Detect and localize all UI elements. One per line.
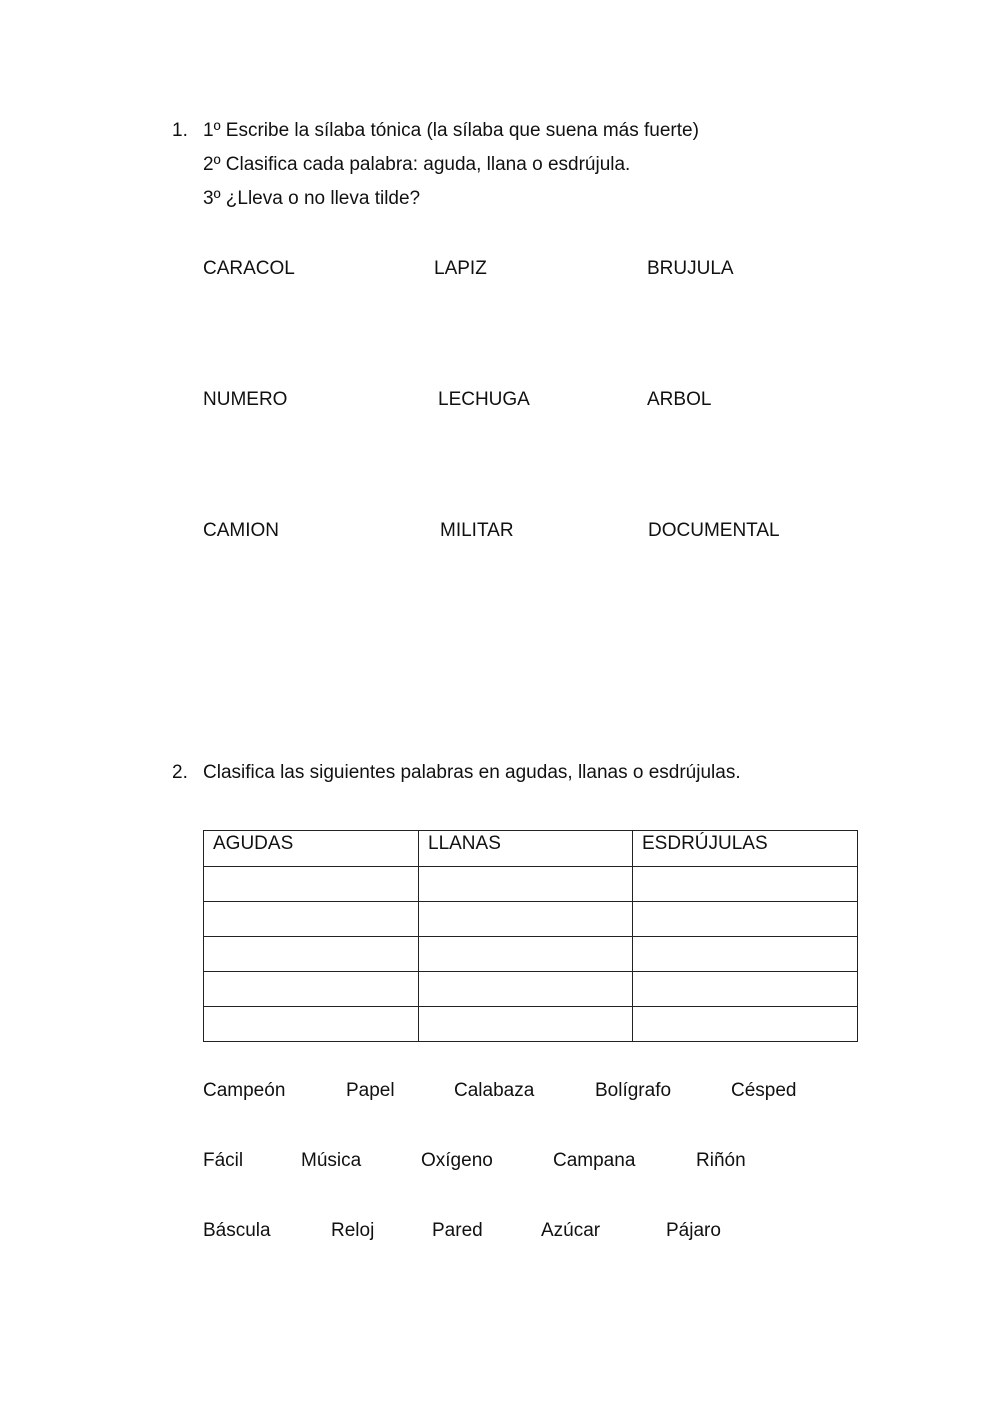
word-calabaza[interactable]: Calabaza: [454, 1080, 535, 1101]
answer-cell[interactable]: [419, 972, 633, 1007]
exercise-2-instruction: Clasifica las siguientes palabras en agudas, llanas o esdrújulas.: [203, 762, 741, 783]
answer-cell[interactable]: [633, 937, 858, 972]
answer-cell[interactable]: [419, 867, 633, 902]
word-lapiz: LAPIZ: [434, 258, 487, 279]
word-pared[interactable]: Pared: [432, 1220, 483, 1241]
header-llanas: LLANAS: [419, 831, 633, 867]
header-agudas: AGUDAS: [204, 831, 419, 867]
word-facil[interactable]: Fácil: [203, 1150, 244, 1171]
answer-cell[interactable]: [633, 1007, 858, 1042]
table-row: [204, 867, 858, 902]
table-row: [204, 937, 858, 972]
word-rinon[interactable]: Riñón: [696, 1150, 746, 1171]
answer-cell[interactable]: [204, 867, 419, 902]
word-numero: NUMERO: [203, 389, 288, 410]
word-lechuga: LECHUGA: [438, 389, 530, 410]
table-row: [204, 1007, 858, 1042]
answer-cell[interactable]: [633, 972, 858, 1007]
answer-cell[interactable]: [204, 1007, 419, 1042]
exercise-1-line-1: 1º Escribe la sílaba tónica (la sílaba que suena más fuerte): [203, 120, 699, 141]
word-musica[interactable]: Música: [301, 1150, 362, 1171]
word-caracol: CARACOL: [203, 258, 295, 279]
answer-cell[interactable]: [633, 902, 858, 937]
table-row: [204, 972, 858, 1007]
answer-cell[interactable]: [633, 867, 858, 902]
table-row: [204, 902, 858, 937]
word-papel[interactable]: Papel: [346, 1080, 395, 1101]
answer-cell[interactable]: [204, 937, 419, 972]
word-campana[interactable]: Campana: [553, 1150, 636, 1171]
answer-cell[interactable]: [204, 972, 419, 1007]
word-camion: CAMION: [203, 520, 279, 541]
header-esdrujulas: ESDRÚJULAS: [633, 831, 858, 867]
word-militar: MILITAR: [440, 520, 514, 541]
word-oxigeno[interactable]: Oxígeno: [421, 1150, 493, 1171]
answer-cell[interactable]: [419, 1007, 633, 1042]
word-documental: DOCUMENTAL: [648, 520, 780, 541]
word-reloj[interactable]: Reloj: [331, 1220, 375, 1241]
word-boligrafo[interactable]: Bolígrafo: [595, 1080, 672, 1101]
word-arbol: ARBOL: [647, 389, 712, 410]
word-pajaro[interactable]: Pájaro: [666, 1220, 721, 1241]
word-azucar[interactable]: Azúcar: [541, 1220, 601, 1241]
word-brujula: BRUJULA: [647, 258, 734, 279]
exercise-2-number: 2.: [172, 762, 188, 783]
exercise-1-line-2: 2º Clasifica cada palabra: aguda, llana o esdrújula.: [203, 154, 631, 175]
word-bascula[interactable]: Báscula: [203, 1220, 271, 1241]
exercise-1-line-3: 3º ¿Lleva o no lleva tilde?: [203, 188, 421, 209]
classification-table: [203, 830, 858, 1042]
exercise-1-number: 1.: [172, 120, 188, 141]
answer-cell[interactable]: [419, 937, 633, 972]
table-header-row: [204, 831, 858, 867]
answer-cell[interactable]: [204, 902, 419, 937]
answer-cell[interactable]: [419, 902, 633, 937]
word-campeon[interactable]: Campeón: [203, 1080, 286, 1101]
word-cesped[interactable]: Césped: [731, 1080, 797, 1101]
